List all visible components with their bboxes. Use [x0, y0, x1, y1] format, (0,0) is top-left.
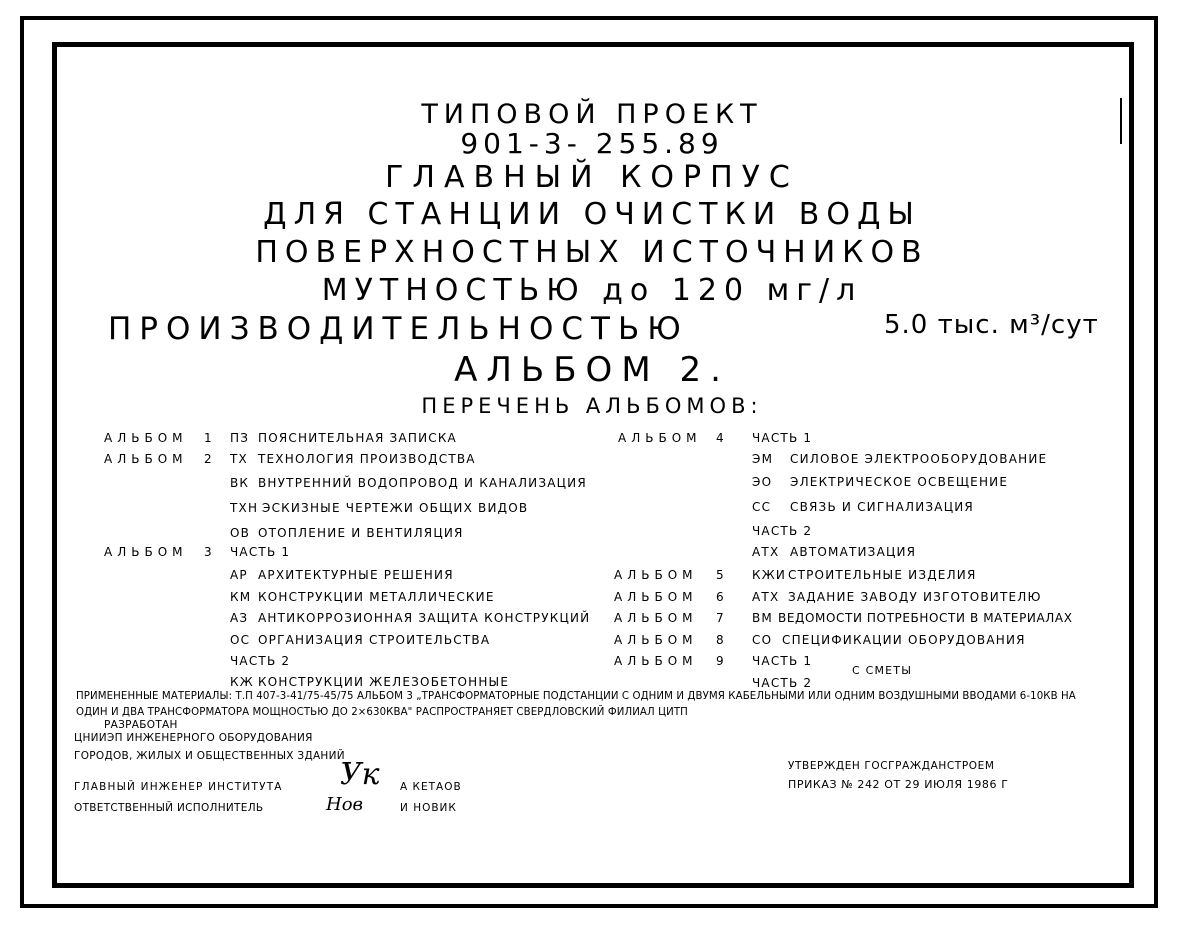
purpose-line: ДЛЯ СТАНЦИИ ОЧИСТКИ ВОДЫ	[263, 197, 921, 232]
list-item-code: ПЗ	[230, 431, 250, 445]
list-item-text: СВЯЗЬ И СИГНАЛИЗАЦИЯ	[790, 500, 974, 514]
list-item-code: ЭО	[752, 475, 773, 489]
executor-name: И НОВИК	[400, 802, 457, 814]
list-item-text: АНТИКОРРОЗИОННАЯ ЗАЩИТА КОНСТРУКЦИЙ	[258, 611, 591, 625]
list-item-album: АЛЬБОМ	[614, 590, 698, 604]
doc-type-heading: ТИПОВОЙ ПРОЕКТ	[421, 99, 763, 130]
approval-line2: ПРИКАЗ № 242 ОТ 29 ИЮЛЯ 1986 Г	[788, 778, 1009, 791]
executor-role: ОТВЕТСТВЕННЫЙ ИСПОЛНИТЕЛЬ	[74, 802, 264, 814]
list-item-album: АЛЬБОМ	[104, 431, 188, 445]
list-item-text: ЭСКИЗНЫЕ ЧЕРТЕЖИ ОБЩИХ ВИДОВ	[262, 501, 529, 515]
list-item-code: КЖИ	[752, 568, 787, 582]
list-item-code: ЭМ	[752, 452, 774, 466]
list-item-text: ВЕДОМОСТИ ПОТРЕБНОСТИ В МАТЕРИАЛАХ	[778, 611, 1073, 625]
developer-org-line1: ЦНИИЭП ИНЖЕНЕРНОГО ОБОРУДОВАНИЯ	[74, 732, 313, 744]
list-item-code: ВК	[230, 476, 250, 490]
list-item-album: АЛЬБОМ	[614, 654, 698, 668]
list-item-num: 3	[204, 545, 213, 559]
list-item-code: ТХ	[230, 452, 248, 466]
list-item-album: АЛЬБОМ	[618, 431, 702, 445]
approval-line1: УТВЕРЖДЕН ГОСГРАЖДАНСТРОЕМ	[788, 760, 995, 772]
list-item-album: АЛЬБОМ	[104, 545, 188, 559]
list-item-num: 5	[716, 568, 725, 582]
list-item-code: АЗ	[230, 611, 249, 625]
chief-engineer-role: ГЛАВНЫЙ ИНЖЕНЕР ИНСТИТУТА	[74, 781, 283, 793]
capacity-label: ПРОИЗВОДИТЕЛЬНОСТЬЮ	[108, 311, 689, 347]
list-item-code: АТХ	[752, 590, 780, 604]
list-item-num: 1	[204, 431, 213, 445]
list-item-text: СИЛОВОЕ ЭЛЕКТРООБОРУДОВАНИЕ	[790, 452, 1048, 466]
list-item-album: АЛЬБОМ	[614, 568, 698, 582]
list-item-text: ПОЯСНИТЕЛЬНАЯ ЗАПИСКА	[258, 431, 457, 445]
materials-note-line1: ПРИМЕНЕННЫЕ МАТЕРИАЛЫ: Т.П 407-3-41/75-45/75 АЛЬБОМ 3 „ТРАНСФОРМАТОРНЫЕ ПОДСТАНЦИИ С ОДНИМ И ДВУМЯ КАБЕЛЬНЫМИ ИЛИ ОДНИМ ВОЗДУШНЫМИ ВВОДАМИ 6-10КВ НА	[76, 691, 1076, 702]
list-item-code: СС	[752, 500, 772, 514]
list-item-code: АТХ	[752, 545, 780, 559]
list-item-album: АЛЬБОМ	[614, 633, 698, 647]
list-item-num: 6	[716, 590, 725, 604]
list-item-num: 7	[716, 611, 725, 625]
list-item-text: КОНСТРУКЦИИ ЖЕЛЕЗОБЕТОННЫЕ	[258, 675, 510, 689]
developer-label: РАЗРАБОТАН	[104, 719, 178, 731]
list-item-text: ОТОПЛЕНИЕ И ВЕНТИЛЯЦИЯ	[258, 526, 464, 540]
list-item-text: АРХИТЕКТУРНЫЕ РЕШЕНИЯ	[258, 568, 454, 582]
list-item-code: КМ	[230, 590, 252, 604]
list-item-album: АЛЬБОМ	[614, 611, 698, 625]
list-item-code: ЧАСТЬ 2	[230, 654, 291, 668]
building-title: ГЛАВНЫЙ КОРПУС	[385, 160, 799, 195]
capacity-value: 5.0 тыс. м³/сут	[884, 310, 1099, 340]
list-item-text: СПЕЦИФИКАЦИИ ОБОРУДОВАНИЯ	[782, 633, 1026, 647]
list-item-num: 4	[716, 431, 725, 445]
list-item-code: ОВ	[230, 526, 251, 540]
chief-engineer-name: А КЕТАОВ	[400, 781, 462, 793]
list-item-text: С СМЕТЫ	[852, 664, 913, 677]
list-item-code: СО	[752, 633, 773, 647]
album-list-title: ПЕРЕЧЕНЬ АЛЬБОМОВ:	[421, 394, 763, 418]
list-item-text: ЭЛЕКТРИЧЕСКОЕ ОСВЕЩЕНИЕ	[790, 475, 1009, 489]
list-item-code: ВМ	[752, 611, 773, 625]
list-item-code: ЧАСТЬ 2	[752, 676, 813, 690]
list-item-code: ЧАСТЬ 2	[752, 524, 813, 538]
album-title: АЛЬБОМ 2.	[454, 350, 730, 390]
materials-note-line2: ОДИН И ДВА ТРАНСФОРМАТОРА МОЩНОСТЬЮ ДО 2×630КВА" РАСПРОСТРАНЯЕТ СВЕРДЛОВСКИЙ ФИЛИАЛ ЦИТП	[76, 707, 688, 718]
list-item-text: ТЕХНОЛОГИЯ ПРОИЗВОДСТВА	[258, 452, 476, 466]
list-item-code: ОС	[230, 633, 251, 647]
list-item-num: 8	[716, 633, 725, 647]
list-item-code: ТХН	[230, 501, 259, 515]
list-item-num: 2	[204, 452, 213, 466]
list-item-album: АЛЬБОМ	[104, 452, 188, 466]
list-item-text: КОНСТРУКЦИИ МЕТАЛЛИЧЕСКИЕ	[258, 590, 495, 604]
list-item-code: ЧАСТЬ 1	[230, 545, 291, 559]
list-item-num: 9	[716, 654, 725, 668]
list-item-code: ЧАСТЬ 1	[752, 654, 813, 668]
source-line: ПОВЕРХНОСТНЫХ ИСТОЧНИКОВ	[255, 235, 929, 270]
turbidity-line: МУТНОСТЬЮ до 120 мг/л	[321, 273, 863, 308]
list-item-text: СТРОИТЕЛЬНЫЕ ИЗДЕЛИЯ	[788, 568, 977, 582]
project-number: 901-3- 255.89	[460, 127, 724, 160]
list-item-code: ЧАСТЬ 1	[752, 431, 813, 445]
list-item-text: ВНУТРЕННИЙ ВОДОПРОВОД И КАНАЛИЗАЦИЯ	[258, 476, 587, 490]
list-item-code: КЖ	[230, 675, 254, 689]
list-item-text: ОРГАНИЗАЦИЯ СТРОИТЕЛЬСТВА	[258, 633, 491, 647]
executor-signature: Нов	[326, 794, 364, 815]
list-item-code: АР	[230, 568, 248, 582]
chief-engineer-signature: Ук	[340, 757, 380, 792]
developer-org-line2: ГОРОДОВ, ЖИЛЫХ И ОБЩЕСТВЕННЫХ ЗДАНИЙ	[74, 750, 345, 762]
list-item-text: ЗАДАНИЕ ЗАВОДУ ИЗГОТОВИТЕЛЮ	[788, 590, 1042, 604]
list-item-text: АВТОМАТИЗАЦИЯ	[790, 545, 917, 559]
